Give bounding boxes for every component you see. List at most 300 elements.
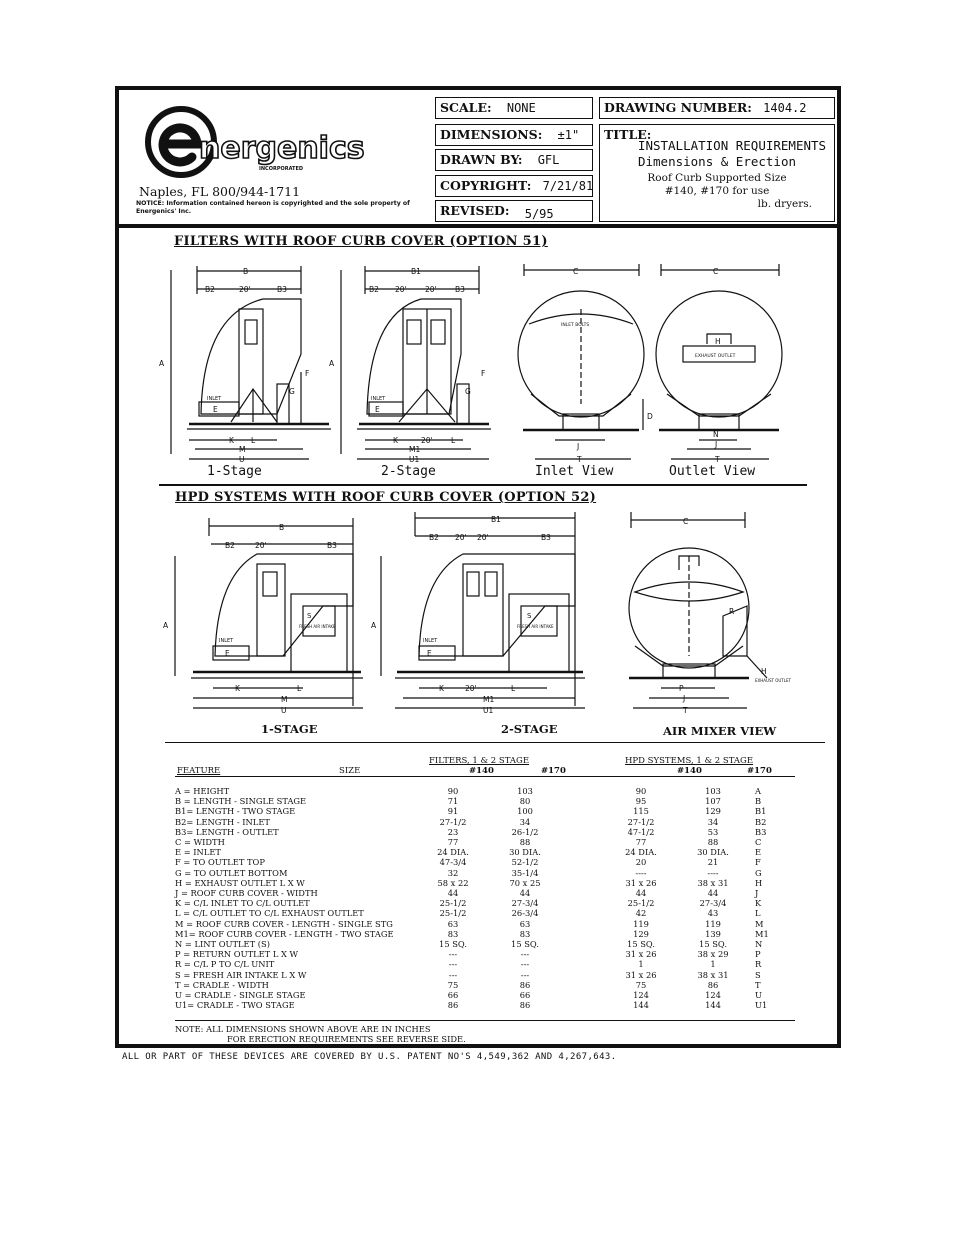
- exhaust-outlet-label-2: EXHAUST OUTLET: [755, 678, 791, 683]
- svg-text:20': 20': [455, 533, 467, 542]
- code-cell: G: [755, 867, 762, 878]
- svg-text:K: K: [229, 436, 234, 445]
- hpd-140-cell: 77: [635, 837, 647, 848]
- gap-cell: [561, 868, 605, 878]
- svg-text:H: H: [715, 337, 721, 346]
- hpd-140-cell: 119: [633, 918, 649, 929]
- filters-140-cell: 86: [447, 1000, 459, 1011]
- svg-text:20': 20': [477, 533, 489, 542]
- svg-text:M1: M1: [483, 695, 495, 704]
- col-header-hpd-140: #140: [677, 766, 702, 776]
- svg-text:U: U: [281, 706, 287, 715]
- code-cell: U1: [755, 1000, 768, 1011]
- code-cell: F: [755, 857, 761, 868]
- hpd-170-cell: 107: [705, 796, 721, 807]
- filters-170-cell: 103: [517, 786, 533, 796]
- hpd-140-cell: ----: [635, 867, 647, 878]
- feature-cell: M = ROOF CURB COVER - LENGTH - SINGLE STG: [175, 918, 393, 929]
- hpd-170-cell: 38 x 31: [697, 877, 729, 888]
- revised-box: [435, 200, 593, 222]
- drawn-by-box: [435, 149, 593, 171]
- svg-text:B2: B2: [225, 541, 235, 550]
- filters-140-cell: 71: [447, 796, 459, 807]
- table-row: [175, 939, 785, 949]
- hpd-140-cell: 95: [635, 796, 647, 807]
- feature-cell: J = ROOF CURB COVER - WIDTH: [175, 888, 318, 899]
- svg-text:B2: B2: [429, 533, 439, 542]
- feature-cell: T = CRADLE - WIDTH: [175, 979, 269, 990]
- svg-text:H: H: [761, 667, 767, 676]
- hpd-170-cell: 144: [705, 1000, 721, 1011]
- filters-170-cell: ---: [520, 949, 530, 960]
- hpd-140-cell: 115: [633, 806, 649, 817]
- caption-filter-1stage: 1-Stage: [207, 464, 262, 479]
- gap-cell: [561, 847, 605, 857]
- filters-170-cell: 70 x 25: [509, 877, 541, 888]
- feature-cell: M1= ROOF CURB COVER - LENGTH - TWO STAGE: [175, 928, 394, 939]
- svg-text:U1: U1: [409, 455, 420, 464]
- note-rule: [175, 1020, 795, 1021]
- svg-text:S: S: [307, 612, 312, 620]
- table-row: [175, 847, 785, 857]
- revised-value: 5/95: [524, 207, 554, 221]
- table-row: [175, 806, 785, 816]
- hpd-140-cell: 15 SQ.: [627, 939, 655, 950]
- title-line-4: #140, #170 for use: [664, 185, 770, 197]
- hpd-140-cell: 31 x 26: [625, 877, 657, 888]
- hpd-170-cell: 86: [707, 979, 719, 990]
- filters-140-cell: 25-1/2: [439, 908, 467, 919]
- logo-e-glyph: [163, 128, 197, 162]
- hpd-170-cell: ----: [707, 867, 719, 878]
- gap-cell: [561, 817, 605, 827]
- svg-text:20': 20': [395, 285, 407, 294]
- svg-text:B2: B2: [205, 285, 215, 294]
- svg-text:20': 20': [239, 285, 251, 294]
- exhaust-outlet-label-1: EXHAUST OUTLET: [695, 354, 736, 359]
- section2-title: HPD SYSTEMS WITH ROOF CURB COVER (OPTION 52): [175, 490, 597, 505]
- energenics-logo: [141, 100, 365, 184]
- hpd-170-cell: 103: [705, 786, 721, 796]
- gap-cell: [561, 939, 605, 949]
- svg-text:T: T: [715, 455, 720, 464]
- filters-140-cell: 90: [447, 786, 459, 796]
- table-row: [175, 898, 785, 908]
- logo-sub: INCORPORATED: [259, 166, 304, 172]
- svg-text:B1: B1: [491, 515, 501, 524]
- svg-text:G: G: [465, 387, 471, 396]
- group-header-filters: FILTERS, 1 & 2 STAGE: [429, 756, 530, 766]
- svg-text:B1: B1: [411, 267, 421, 276]
- filters-140-cell: 15 SQ.: [439, 939, 467, 950]
- feature-cell: H = EXHAUST OUTLET L X W: [175, 877, 305, 888]
- section1-drawings: [159, 254, 819, 484]
- drawing-number-box: [599, 97, 835, 119]
- hpd-170-cell: 88: [707, 837, 719, 848]
- svg-text:C: C: [713, 267, 719, 276]
- svg-text:20': 20': [421, 436, 433, 445]
- drawing-number-label: DRAWING NUMBER:: [604, 100, 752, 115]
- svg-text:B3: B3: [277, 285, 287, 294]
- filters-170-cell: 26-3/4: [511, 908, 539, 919]
- hpd-140-cell: 124: [633, 990, 649, 1001]
- code-cell: R: [755, 959, 762, 970]
- svg-text:E: E: [225, 649, 230, 658]
- code-cell: B3: [755, 826, 767, 837]
- filters-140-cell: 77: [447, 837, 459, 848]
- drawing-sheet: [115, 86, 841, 1048]
- hpd-170-cell: 129: [705, 806, 721, 817]
- code-cell: B2: [755, 816, 767, 827]
- dimensions-value: ±1": [557, 128, 580, 142]
- caption-inlet-view: Inlet View: [535, 464, 614, 479]
- feature-cell: U1= CRADLE - TWO STAGE: [175, 1000, 295, 1011]
- svg-text:U: U: [239, 455, 245, 464]
- hpd-170-cell: 38 x 31: [697, 969, 729, 980]
- revised-label: REVISED:: [440, 203, 510, 218]
- copyright-box: [435, 175, 593, 197]
- hpd-140-cell: 20: [635, 857, 647, 868]
- svg-text:D: D: [647, 412, 653, 421]
- table-row: [175, 959, 785, 969]
- code-cell: L: [755, 908, 761, 919]
- hpd-170-cell: 30 DIA.: [697, 847, 729, 858]
- table-row: [175, 817, 785, 827]
- title-line-3: Roof Curb Supported Size: [647, 172, 787, 184]
- svg-text:B3: B3: [541, 533, 551, 542]
- gap-cell: [561, 878, 605, 888]
- feature-cell: U = CRADLE - SINGLE STAGE: [175, 990, 306, 1001]
- hpd-170-cell: 27-3/4: [699, 898, 727, 909]
- table-row: [175, 908, 785, 918]
- table-row: [175, 868, 785, 878]
- col-header-filters-140: #140: [469, 766, 494, 776]
- table-row: [175, 827, 785, 837]
- code-cell: C: [755, 837, 762, 848]
- filters-140-cell: ---: [448, 959, 458, 970]
- code-cell: A: [755, 786, 761, 796]
- filter-inlet-view: [518, 264, 644, 459]
- filters-170-cell: 86: [519, 979, 531, 990]
- filters-170-cell: ---: [520, 969, 530, 980]
- caption-hpd-1stage: 1-STAGE: [261, 722, 318, 736]
- gap-cell: [561, 919, 605, 929]
- gap-cell: [561, 857, 605, 867]
- svg-text:T: T: [577, 455, 582, 464]
- dimensions-label: DIMENSIONS:: [440, 127, 543, 142]
- hpd-170-cell: 15 SQ.: [699, 939, 727, 950]
- hpd-170-cell: 119: [705, 918, 721, 929]
- col-header-filters-170: #170: [541, 766, 566, 776]
- table-row: [175, 837, 785, 847]
- filters-140-cell: 91: [447, 806, 459, 817]
- col-header-hpd-170: #170: [747, 766, 772, 776]
- svg-text:L: L: [451, 436, 456, 445]
- filters-140-cell: 25-1/2: [439, 898, 467, 909]
- table-header-rule: [175, 776, 795, 777]
- fresh-air-label-2: FRESH AIR INTAKE: [517, 624, 554, 629]
- hpd-140-cell: 31 x 26: [625, 969, 657, 980]
- filters-170-cell: 15 SQ.: [511, 939, 539, 950]
- filters-170-cell: 63: [519, 918, 531, 929]
- hpd-140-cell: 47-1/2: [627, 826, 655, 837]
- table-row: [175, 970, 785, 980]
- svg-text:F: F: [481, 369, 486, 378]
- filters-170-cell: 66: [519, 990, 531, 1001]
- table-row: [175, 796, 785, 806]
- filters-140-cell: ---: [448, 969, 458, 980]
- gap-cell: [561, 796, 605, 806]
- svg-text:J: J: [577, 442, 580, 451]
- filters-140-cell: 23: [447, 826, 459, 837]
- svg-text:B2: B2: [369, 285, 379, 294]
- code-cell: M: [755, 918, 764, 929]
- hpd-140-cell: 42: [635, 908, 647, 919]
- table-row: [175, 949, 785, 959]
- svg-text:K: K: [235, 684, 240, 693]
- filters-140-cell: 47-3/4: [439, 857, 467, 868]
- feature-cell: R = C/L P TO C/L UNIT: [175, 959, 275, 970]
- feature-cell: A = HEIGHT: [175, 786, 230, 796]
- inlet-label-2: INLET: [371, 396, 386, 402]
- gap-cell: [561, 806, 605, 816]
- table-row: [175, 888, 785, 898]
- table-row: [175, 990, 785, 1000]
- drawing-number-value: 1404.2: [763, 101, 807, 115]
- gap-cell: [561, 898, 605, 908]
- hpd-170-cell: 53: [707, 826, 719, 837]
- title-block: [119, 90, 837, 228]
- svg-text:A: A: [163, 621, 169, 630]
- table-row: [175, 1000, 785, 1010]
- table-row: [175, 929, 785, 939]
- title-box: [599, 124, 835, 222]
- hpd-140-cell: 90: [635, 786, 647, 796]
- hpd-140-cell: 25-1/2: [627, 898, 655, 909]
- logo-wordmark: nergenics: [199, 131, 365, 166]
- code-cell: P: [755, 949, 761, 960]
- svg-text:R: R: [729, 607, 735, 616]
- caption-air-mixer-view: AIR MIXER VIEW: [663, 724, 777, 738]
- title-line-1: INSTALLATION REQUIREMENTS: [637, 138, 827, 153]
- filters-140-cell: 66: [447, 990, 459, 1001]
- filters-170-cell: 30 DIA.: [509, 847, 541, 858]
- scale-box: [435, 97, 593, 119]
- gap-cell: [561, 980, 605, 990]
- inlet-label-1: INLET: [207, 396, 222, 402]
- company-address: Naples, FL 800/944-1711: [139, 184, 301, 199]
- feature-cell: G = TO OUTLET BOTTOM: [175, 867, 288, 878]
- filter-1stage-elevation: [171, 266, 331, 459]
- svg-text:N: N: [713, 430, 719, 439]
- svg-text:F: F: [305, 369, 310, 378]
- svg-text:E: E: [375, 405, 380, 414]
- hpd-170-cell: 34: [707, 816, 719, 827]
- filters-170-cell: 86: [519, 1000, 531, 1011]
- svg-text:J: J: [683, 694, 686, 703]
- svg-text:G: G: [289, 387, 295, 396]
- filters-170-cell: 52-1/2: [511, 857, 539, 868]
- svg-text:T: T: [683, 706, 688, 715]
- svg-text:20': 20': [465, 684, 477, 693]
- feature-cell: F = TO OUTLET TOP: [175, 857, 265, 868]
- table-row: [175, 786, 785, 796]
- svg-text:S: S: [527, 612, 532, 620]
- hpd-170-cell: 43: [707, 908, 719, 919]
- code-cell: U: [755, 990, 762, 1001]
- code-cell: K: [755, 898, 762, 909]
- hpd-140-cell: 144: [633, 1000, 649, 1011]
- feature-cell: S = FRESH AIR INTAKE L X W: [175, 969, 307, 980]
- section-divider-1: [159, 484, 807, 486]
- filters-170-cell: 44: [519, 888, 531, 899]
- feature-cell: C = WIDTH: [175, 837, 225, 848]
- table-row: [175, 878, 785, 888]
- col-header-feature: FEATURE: [177, 766, 221, 776]
- svg-text:E: E: [213, 405, 218, 414]
- copyright-label: COPYRIGHT:: [440, 178, 532, 193]
- svg-text:A: A: [159, 359, 165, 368]
- inlet-label-3: INLET: [219, 638, 234, 644]
- filters-140-cell: 44: [447, 888, 459, 899]
- section1-title: FILTERS WITH ROOF CURB COVER (OPTION 51): [174, 234, 548, 249]
- filters-140-cell: 32: [447, 867, 459, 878]
- hpd-air-mixer-view: [629, 512, 767, 708]
- filters-170-cell: 34: [519, 816, 531, 827]
- svg-text:M1: M1: [409, 445, 421, 454]
- group-header-hpd: HPD SYSTEMS, 1 & 2 STAGE: [625, 756, 754, 766]
- filters-140-cell: 75: [447, 979, 459, 990]
- copyright-notice: NOTICE: Information contained hereon is copyrighted and the sole property of Energenics' Inc.: [136, 200, 410, 215]
- filters-140-cell: 24 DIA.: [437, 847, 469, 858]
- title-line-2: Dimensions & Erection: [637, 154, 797, 169]
- svg-text:M: M: [281, 695, 288, 704]
- gap-cell: [561, 888, 605, 898]
- filters-170-cell: 83: [519, 928, 531, 939]
- scale-label: SCALE:: [440, 100, 492, 115]
- filters-140-cell: 27-1/2: [439, 816, 467, 827]
- filters-170-cell: 26-1/2: [511, 826, 539, 837]
- svg-text:A: A: [329, 359, 335, 368]
- svg-text:B3: B3: [455, 285, 465, 294]
- drawn-by-label: DRAWN BY:: [440, 152, 523, 167]
- gap-cell: [561, 959, 605, 969]
- section-divider-2: [165, 742, 825, 743]
- svg-text:20': 20': [425, 285, 437, 294]
- svg-text:E: E: [427, 649, 432, 658]
- caption-outlet-view: Outlet View: [669, 464, 756, 479]
- code-cell: B1: [755, 806, 767, 817]
- filters-140-cell: 83: [447, 928, 459, 939]
- note-line-2: FOR ERECTION REQUIREMENTS SEE REVERSE SIDE.: [227, 1034, 466, 1044]
- svg-text:K: K: [439, 684, 444, 693]
- filters-170-cell: ---: [520, 959, 530, 970]
- dimension-table: [175, 786, 785, 1010]
- code-cell: T: [755, 979, 761, 990]
- gap-cell: [561, 908, 605, 918]
- filter-outlet-view: [656, 264, 782, 459]
- filters-170-cell: 27-3/4: [511, 898, 539, 909]
- hpd-170-cell: 21: [707, 857, 719, 868]
- code-cell: N: [755, 939, 763, 950]
- svg-text:A: A: [371, 621, 377, 630]
- hpd-140-cell: 129: [633, 928, 649, 939]
- filters-140-cell: ---: [448, 949, 458, 960]
- scale-value: NONE: [506, 101, 536, 115]
- svg-text:B: B: [279, 523, 285, 532]
- table-note: [175, 1024, 466, 1044]
- hpd-170-cell: 139: [705, 928, 721, 939]
- filters-170-cell: 100: [517, 806, 533, 817]
- feature-cell: B2= LENGTH - INLET: [175, 816, 270, 827]
- code-cell: H: [755, 877, 763, 888]
- feature-cell: E = INLET: [175, 847, 221, 858]
- inlet-label-4: INLET: [423, 638, 438, 644]
- table-row: [175, 857, 785, 867]
- svg-text:C: C: [683, 517, 689, 526]
- feature-cell: B3= LENGTH - OUTLET: [175, 826, 279, 837]
- hpd-140-cell: 24 DIA.: [625, 847, 657, 858]
- col-header-size: SIZE: [339, 766, 361, 776]
- gap-cell: [561, 837, 605, 847]
- code-cell: J: [755, 888, 759, 899]
- svg-text:M: M: [239, 445, 246, 454]
- fresh-air-label-1: FRESH AIR INTAKE: [299, 624, 336, 629]
- svg-text:B3: B3: [327, 541, 337, 550]
- gap-cell: [561, 786, 605, 796]
- gap-cell: [561, 949, 605, 959]
- svg-text:J: J: [715, 440, 718, 449]
- dimensions-box: [435, 124, 593, 146]
- drawn-by-value: GFL: [537, 153, 560, 167]
- hpd-140-cell: 1: [638, 959, 644, 970]
- filter-2stage-elevation: [341, 266, 491, 459]
- section2-drawings: [163, 506, 823, 738]
- inlet-bolts-label: INLET BOLTS: [561, 323, 590, 328]
- svg-text:B: B: [243, 267, 249, 276]
- feature-cell: B = LENGTH - SINGLE STAGE: [175, 796, 307, 807]
- code-cell: B: [755, 796, 762, 807]
- hpd-140-cell: 31 x 26: [625, 949, 657, 960]
- filters-170-cell: 35-1/4: [511, 867, 539, 878]
- hpd-170-cell: 44: [707, 888, 719, 899]
- code-cell: S: [755, 969, 761, 980]
- patent-footer: ALL OR PART OF THESE DEVICES ARE COVERED BY U.S. PATENT NO'S 4,549,362 AND 4,267,643.: [122, 1052, 617, 1062]
- svg-text:K: K: [393, 436, 398, 445]
- title-line-5: lb. dryers.: [757, 198, 812, 210]
- svg-text:L: L: [511, 684, 516, 693]
- feature-cell: P = RETURN OUTLET L X W: [175, 949, 299, 960]
- hpd-170-cell: 1: [710, 959, 716, 970]
- gap-cell: [561, 1000, 605, 1010]
- svg-text:L: L: [251, 436, 256, 445]
- gap-cell: [561, 990, 605, 1000]
- feature-cell: L = C/L OUTLET TO C/L EXHAUST OUTLET: [175, 908, 364, 919]
- svg-text:C: C: [573, 267, 579, 276]
- filters-170-cell: 88: [519, 837, 531, 848]
- feature-cell: B1= LENGTH - TWO STAGE: [175, 806, 296, 817]
- caption-filter-2stage: 2-Stage: [381, 464, 436, 479]
- caption-hpd-2stage: 2-STAGE: [501, 722, 558, 736]
- hpd-140-cell: 75: [635, 979, 647, 990]
- table-row: [175, 919, 785, 929]
- title-label: TITLE:: [604, 127, 652, 142]
- hpd-170-cell: 124: [705, 990, 721, 1001]
- gap-cell: [561, 970, 605, 980]
- svg-text:P: P: [679, 684, 684, 693]
- hpd-170-cell: 38 x 29: [697, 949, 729, 960]
- feature-cell: N = LINT OUTLET (S): [175, 939, 270, 950]
